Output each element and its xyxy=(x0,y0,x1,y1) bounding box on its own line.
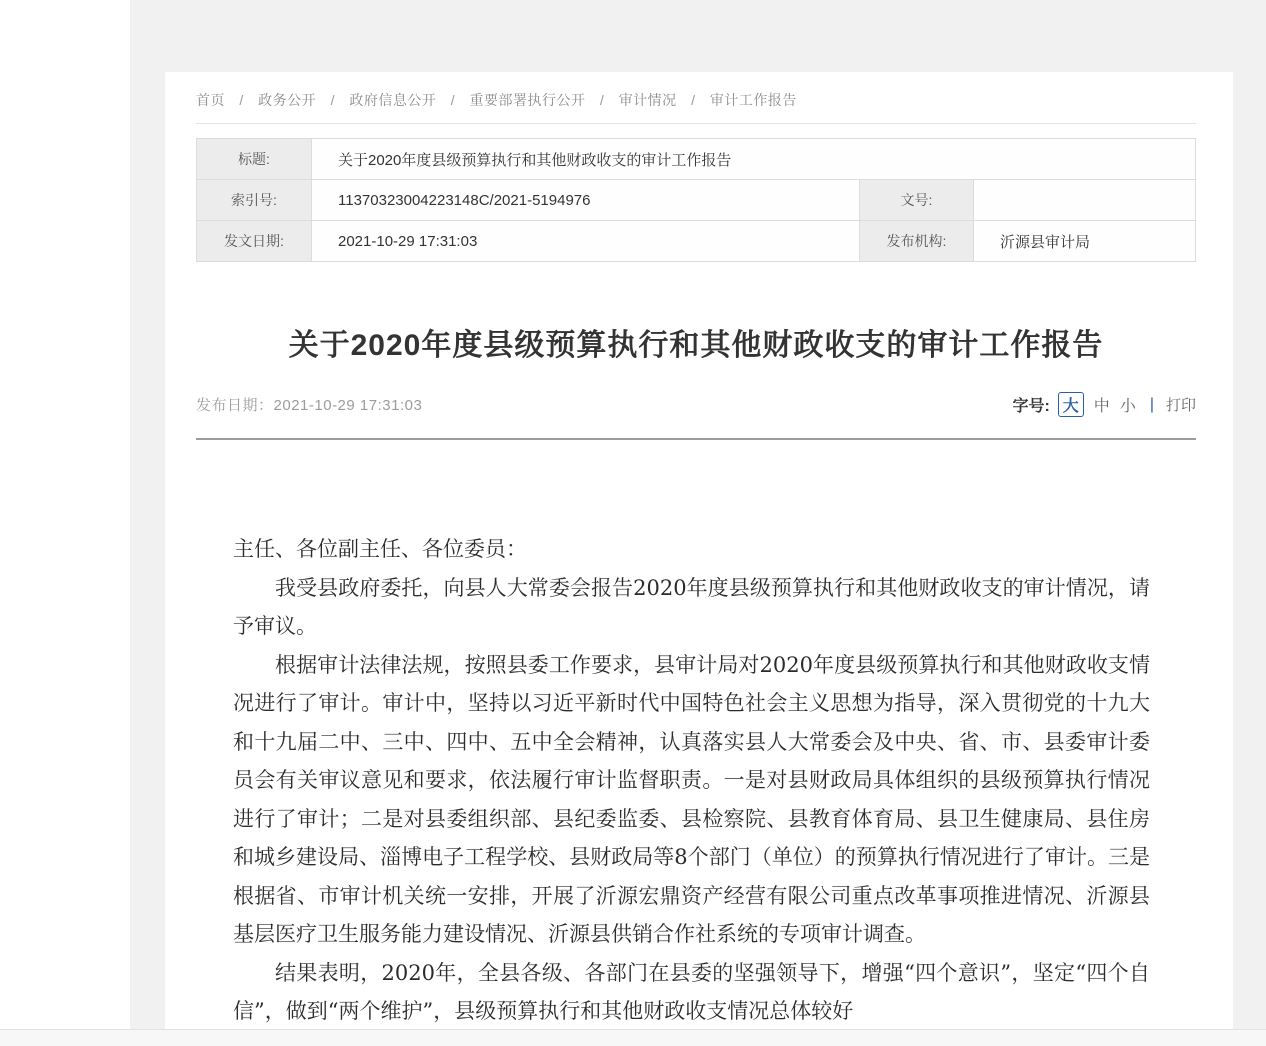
font-size-large-button[interactable]: 大 xyxy=(1058,392,1084,417)
article-paragraph: 结果表明，2020年，全县各级、各部门在县委的坚强领导下，增强“四个意识”，坚定“四个自信”，做到“两个维护”，县级预算执行和其他财政收支情况总体较好 xyxy=(233,960,1150,1023)
title-label: 标题: xyxy=(197,139,312,180)
publisher-value: 沂源县审计局 xyxy=(974,221,1196,262)
breadcrumb-separator: / xyxy=(599,92,605,108)
index-number-value: 11370323004223148C/2021-5194976 xyxy=(312,180,860,221)
breadcrumb-item-home[interactable]: 首页 xyxy=(196,92,225,108)
breadcrumb-item-audit-report[interactable]: 审计工作报告 xyxy=(709,92,797,108)
article-paragraph: 主任、各位副主任、各位委员： xyxy=(233,537,527,561)
publish-date-label: 发布日期： xyxy=(196,397,274,414)
meta-row-title xyxy=(197,139,1196,180)
article-body xyxy=(233,530,1150,1029)
breadcrumb xyxy=(196,90,1196,110)
font-size-small-button[interactable]: 小 xyxy=(1119,398,1136,415)
doc-number-value xyxy=(974,180,1196,221)
tools-separator: | xyxy=(1149,395,1154,413)
meta-row-index xyxy=(197,180,1196,221)
doc-number-label: 文号: xyxy=(860,180,974,221)
breadcrumb-item-government-info[interactable]: 政府信息公开 xyxy=(349,92,437,108)
publish-date-value: 2021-10-29 17:31:03 xyxy=(273,397,423,414)
breadcrumb-separator: / xyxy=(691,92,696,108)
publish-date xyxy=(196,394,422,415)
index-number-label: 索引号: xyxy=(197,180,312,221)
document-meta-table xyxy=(196,138,1196,262)
breadcrumb-divider xyxy=(196,123,1196,124)
publisher-label: 发布机构: xyxy=(860,221,974,262)
article-title: 关于2020年度县级预算执行和其他财政收支的审计工作报告 xyxy=(288,329,1104,362)
breadcrumb-separator: / xyxy=(330,92,335,108)
title-divider xyxy=(196,438,1196,440)
breadcrumb-item-government-affairs[interactable]: 政务公开 xyxy=(258,92,317,108)
font-size-medium-button[interactable]: 中 xyxy=(1093,398,1110,415)
print-button[interactable]: 打印 xyxy=(1165,397,1196,414)
article-tools xyxy=(1012,392,1196,417)
meta-row-date xyxy=(197,221,1196,262)
content-card xyxy=(165,72,1233,1029)
breadcrumb-separator: / xyxy=(239,92,244,108)
issue-date-label: 发文日期: xyxy=(197,221,312,262)
article-paragraph: 根据审计法律法规，按照县委工作要求，县审计局对2020年度县级预算执行和其他财政收支情况进行了审计。审计中，坚持以习近平新时代中国特色社会主义思想为指导，深入贯彻党的十九大和十九届二中、三中、四中、五中全会精神，认真落实县人大常委会及中央、省、市、县委审计委员会有关审议意见和要求，依法履行审计监督职责。一是对县财政局具体组织的县级预算执行情况进行了审计；二是对县委组织部、县纪委监委、县检察院、县教育体育局、县卫生健康局、县住房和城乡建设局、淄博电子工程学校、县财政局等8个部门（单位）的预算执行情况进行了审计。三是根据省、市审计机关统一安排，开展了沂源宏鼎资产经营有限公司重点改革事项推进情况、沂源县基层医疗卫生服务能力建设情况、沂源县供销合作社系统的专项审计调查。 xyxy=(233,652,1150,946)
article-meta-row xyxy=(196,392,1196,417)
font-size-label: 字号: xyxy=(1012,398,1050,415)
footer-band xyxy=(0,1029,1266,1046)
breadcrumb-item-key-deployment[interactable]: 重要部署执行公开 xyxy=(469,92,586,108)
title-value: 关于2020年度县级预算执行和其他财政收支的审计工作报告 xyxy=(312,139,1196,180)
issue-date-value: 2021-10-29 17:31:03 xyxy=(312,221,860,262)
breadcrumb-item-audit-status[interactable]: 审计情况 xyxy=(618,92,677,108)
article-paragraph: 我受县政府委托，向县人大常委会报告2020年度县级预算执行和其他财政收支的审计情况，请予审议。 xyxy=(233,575,1150,638)
breadcrumb-separator: / xyxy=(450,92,456,108)
